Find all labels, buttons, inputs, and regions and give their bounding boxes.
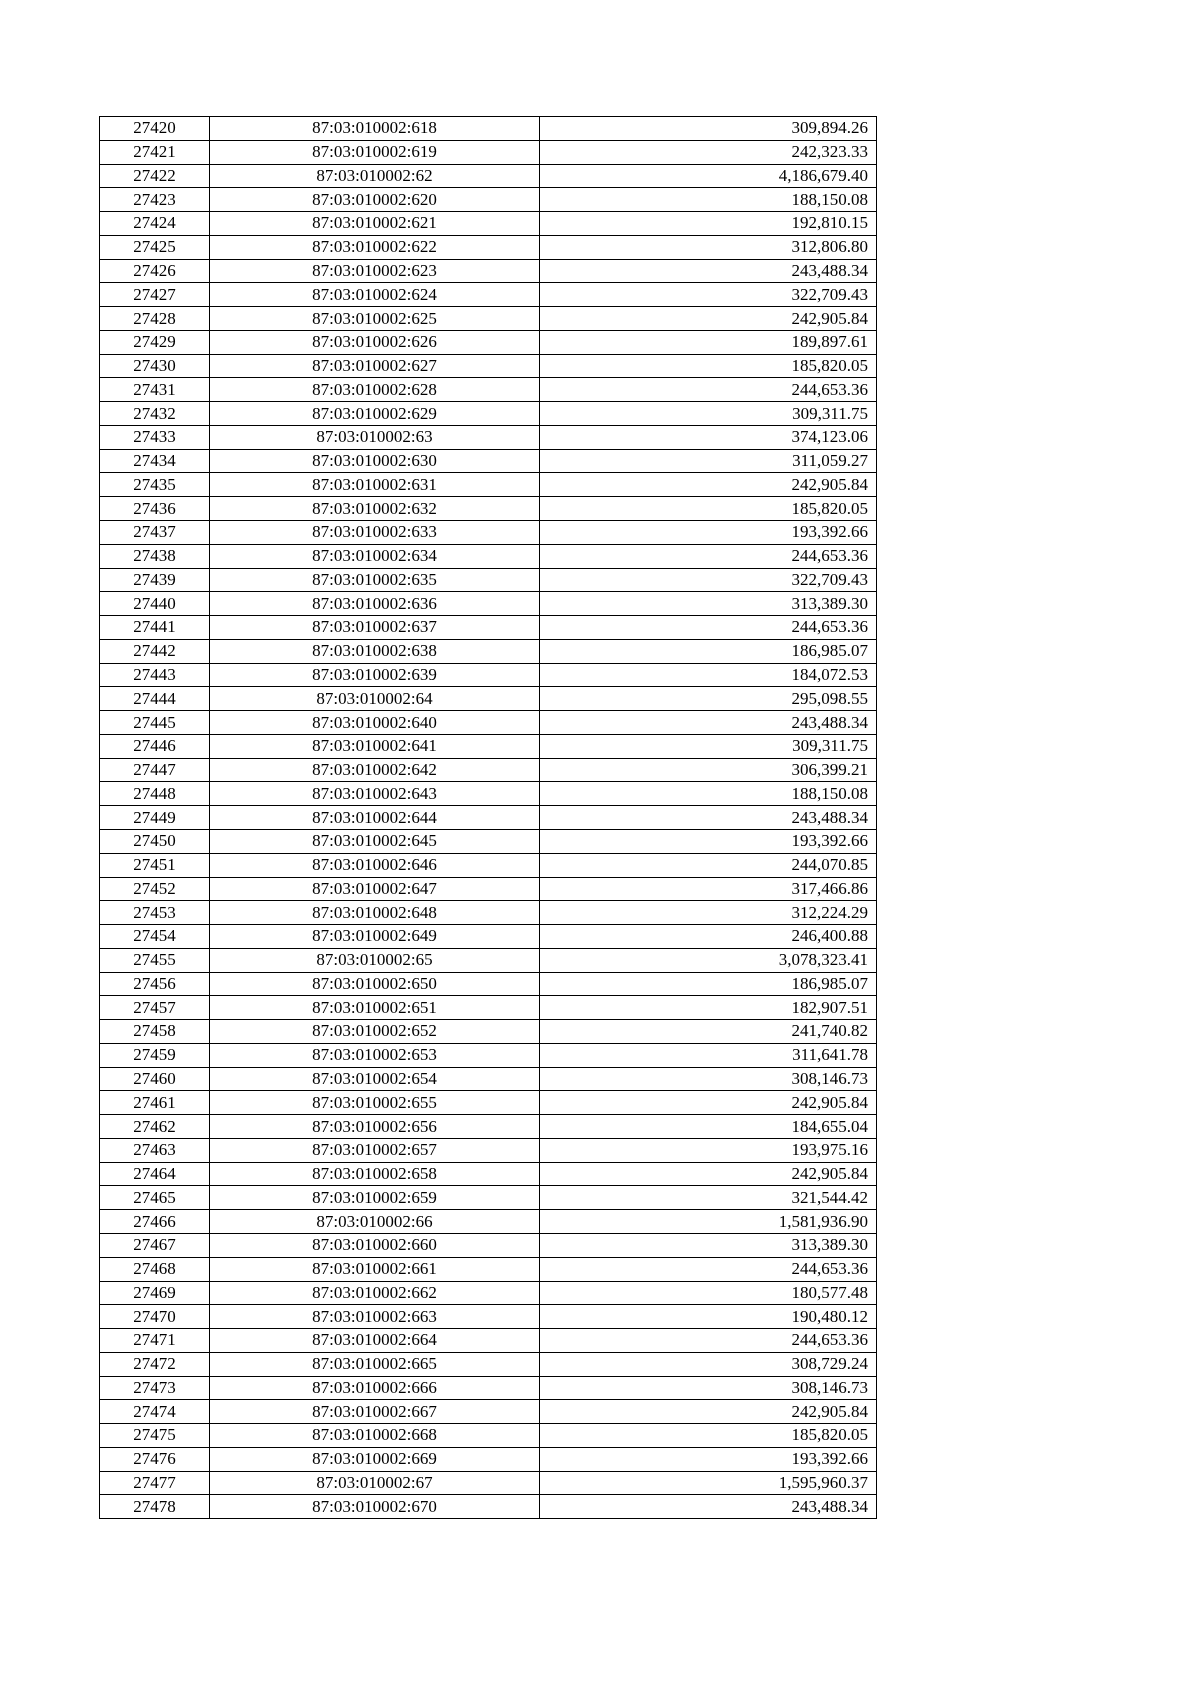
row-number-cell: 27465 — [100, 1186, 210, 1210]
row-number-cell: 27454 — [100, 925, 210, 949]
cadastral-number-cell: 87:03:010002:632 — [210, 497, 540, 521]
table-row — [100, 1376, 877, 1400]
cadastral-number-cell: 87:03:010002:633 — [210, 521, 540, 545]
row-number-cell: 27421 — [100, 140, 210, 164]
row-number-cell: 27456 — [100, 972, 210, 996]
cadastral-number-cell: 87:03:010002:64 — [210, 687, 540, 711]
value-cell: 295,098.55 — [540, 687, 877, 711]
row-number-cell: 27459 — [100, 1043, 210, 1067]
row-number-cell: 27423 — [100, 188, 210, 212]
value-cell: 308,146.73 — [540, 1067, 877, 1091]
value-cell: 193,392.66 — [540, 1447, 877, 1471]
value-cell: 312,806.80 — [540, 235, 877, 259]
cadastral-number-cell: 87:03:010002:65 — [210, 948, 540, 972]
table-row — [100, 164, 877, 188]
value-cell: 193,392.66 — [540, 829, 877, 853]
table-row — [100, 473, 877, 497]
table-row — [100, 259, 877, 283]
cadastral-number-cell: 87:03:010002:650 — [210, 972, 540, 996]
cadastral-number-cell: 87:03:010002:648 — [210, 901, 540, 925]
cadastral-number-cell: 87:03:010002:621 — [210, 212, 540, 236]
row-number-cell: 27462 — [100, 1115, 210, 1139]
table-row — [100, 1162, 877, 1186]
cadastral-number-cell: 87:03:010002:653 — [210, 1043, 540, 1067]
row-number-cell: 27457 — [100, 996, 210, 1020]
table-row — [100, 663, 877, 687]
cadastral-number-cell: 87:03:010002:654 — [210, 1067, 540, 1091]
cadastral-number-cell: 87:03:010002:666 — [210, 1376, 540, 1400]
cadastral-number-cell: 87:03:010002:647 — [210, 877, 540, 901]
cadastral-number-cell: 87:03:010002:634 — [210, 544, 540, 568]
cadastral-number-cell: 87:03:010002:644 — [210, 806, 540, 830]
row-number-cell: 27432 — [100, 402, 210, 426]
row-number-cell: 27422 — [100, 164, 210, 188]
row-number-cell: 27476 — [100, 1447, 210, 1471]
cadastral-number-cell: 87:03:010002:629 — [210, 402, 540, 426]
table-row — [100, 188, 877, 212]
row-number-cell: 27425 — [100, 235, 210, 259]
table-row — [100, 1233, 877, 1257]
cadastral-number-cell: 87:03:010002:623 — [210, 259, 540, 283]
value-cell: 1,595,960.37 — [540, 1471, 877, 1495]
value-cell: 185,820.05 — [540, 1424, 877, 1448]
value-cell: 309,311.75 — [540, 734, 877, 758]
row-number-cell: 27463 — [100, 1138, 210, 1162]
cadastral-number-cell: 87:03:010002:660 — [210, 1233, 540, 1257]
cadastral-value-table — [99, 116, 877, 1519]
table-row — [100, 1257, 877, 1281]
cadastral-number-cell: 87:03:010002:637 — [210, 616, 540, 640]
value-cell: 313,389.30 — [540, 1233, 877, 1257]
value-cell: 241,740.82 — [540, 1020, 877, 1044]
table-row — [100, 1495, 877, 1519]
row-number-cell: 27438 — [100, 544, 210, 568]
value-cell: 244,653.36 — [540, 1257, 877, 1281]
table-row — [100, 925, 877, 949]
value-cell: 186,985.07 — [540, 972, 877, 996]
row-number-cell: 27430 — [100, 354, 210, 378]
table-row — [100, 711, 877, 735]
table-row — [100, 592, 877, 616]
row-number-cell: 27424 — [100, 212, 210, 236]
row-number-cell: 27478 — [100, 1495, 210, 1519]
row-number-cell: 27428 — [100, 307, 210, 331]
row-number-cell: 27436 — [100, 497, 210, 521]
value-cell: 308,729.24 — [540, 1352, 877, 1376]
cadastral-number-cell: 87:03:010002:639 — [210, 663, 540, 687]
value-cell: 244,653.36 — [540, 1329, 877, 1353]
cadastral-number-cell: 87:03:010002:635 — [210, 568, 540, 592]
table-row — [100, 497, 877, 521]
cadastral-number-cell: 87:03:010002:628 — [210, 378, 540, 402]
row-number-cell: 27442 — [100, 639, 210, 663]
row-number-cell: 27439 — [100, 568, 210, 592]
value-cell: 1,581,936.90 — [540, 1210, 877, 1234]
row-number-cell: 27433 — [100, 425, 210, 449]
row-number-cell: 27464 — [100, 1162, 210, 1186]
value-cell: 188,150.08 — [540, 782, 877, 806]
row-number-cell: 27448 — [100, 782, 210, 806]
value-cell: 3,078,323.41 — [540, 948, 877, 972]
value-cell: 193,392.66 — [540, 521, 877, 545]
value-cell: 242,905.84 — [540, 1400, 877, 1424]
value-cell: 193,975.16 — [540, 1138, 877, 1162]
table-row — [100, 1067, 877, 1091]
table-row — [100, 1305, 877, 1329]
row-number-cell: 27437 — [100, 521, 210, 545]
cadastral-number-cell: 87:03:010002:619 — [210, 140, 540, 164]
value-cell: 321,544.42 — [540, 1186, 877, 1210]
row-number-cell: 27440 — [100, 592, 210, 616]
table-row — [100, 1329, 877, 1353]
table-row — [100, 449, 877, 473]
table-row — [100, 687, 877, 711]
value-cell: 322,709.43 — [540, 283, 877, 307]
value-cell: 184,655.04 — [540, 1115, 877, 1139]
cadastral-number-cell: 87:03:010002:640 — [210, 711, 540, 735]
cadastral-number-cell: 87:03:010002:664 — [210, 1329, 540, 1353]
table-row — [100, 544, 877, 568]
table-row — [100, 616, 877, 640]
table-row — [100, 639, 877, 663]
value-cell: 243,488.34 — [540, 806, 877, 830]
table-row — [100, 1043, 877, 1067]
cadastral-number-cell: 87:03:010002:646 — [210, 853, 540, 877]
value-cell: 189,897.61 — [540, 330, 877, 354]
table-row — [100, 1186, 877, 1210]
value-cell: 182,907.51 — [540, 996, 877, 1020]
table-row — [100, 283, 877, 307]
table-row — [100, 877, 877, 901]
value-cell: 243,488.34 — [540, 1495, 877, 1519]
table-row — [100, 1115, 877, 1139]
row-number-cell: 27477 — [100, 1471, 210, 1495]
row-number-cell: 27441 — [100, 616, 210, 640]
row-number-cell: 27461 — [100, 1091, 210, 1115]
table-row — [100, 1091, 877, 1115]
cadastral-number-cell: 87:03:010002:618 — [210, 117, 540, 141]
cadastral-number-cell: 87:03:010002:625 — [210, 307, 540, 331]
cadastral-number-cell: 87:03:010002:663 — [210, 1305, 540, 1329]
value-cell: 308,146.73 — [540, 1376, 877, 1400]
cadastral-number-cell: 87:03:010002:669 — [210, 1447, 540, 1471]
row-number-cell: 27453 — [100, 901, 210, 925]
table-row — [100, 354, 877, 378]
value-cell: 243,488.34 — [540, 711, 877, 735]
table-row — [100, 117, 877, 141]
value-cell: 243,488.34 — [540, 259, 877, 283]
table-row — [100, 996, 877, 1020]
row-number-cell: 27451 — [100, 853, 210, 877]
value-cell: 180,577.48 — [540, 1281, 877, 1305]
row-number-cell: 27426 — [100, 259, 210, 283]
cadastral-number-cell: 87:03:010002:657 — [210, 1138, 540, 1162]
cadastral-number-cell: 87:03:010002:649 — [210, 925, 540, 949]
value-cell: 317,466.86 — [540, 877, 877, 901]
table-row — [100, 1281, 877, 1305]
cadastral-number-cell: 87:03:010002:651 — [210, 996, 540, 1020]
cadastral-number-cell: 87:03:010002:638 — [210, 639, 540, 663]
cadastral-number-cell: 87:03:010002:620 — [210, 188, 540, 212]
value-cell: 311,641.78 — [540, 1043, 877, 1067]
row-number-cell: 27434 — [100, 449, 210, 473]
row-number-cell: 27443 — [100, 663, 210, 687]
row-number-cell: 27466 — [100, 1210, 210, 1234]
value-cell: 322,709.43 — [540, 568, 877, 592]
table-row — [100, 307, 877, 331]
cadastral-number-cell: 87:03:010002:655 — [210, 1091, 540, 1115]
cadastral-number-cell: 87:03:010002:656 — [210, 1115, 540, 1139]
row-number-cell: 27444 — [100, 687, 210, 711]
table-row — [100, 972, 877, 996]
table-row — [100, 901, 877, 925]
value-cell: 244,653.36 — [540, 378, 877, 402]
table-row — [100, 235, 877, 259]
table-row — [100, 1352, 877, 1376]
table-body — [100, 117, 877, 1519]
table-row — [100, 521, 877, 545]
value-cell: 306,399.21 — [540, 758, 877, 782]
table-row — [100, 1020, 877, 1044]
table-row — [100, 425, 877, 449]
row-number-cell: 27447 — [100, 758, 210, 782]
row-number-cell: 27445 — [100, 711, 210, 735]
row-number-cell: 27468 — [100, 1257, 210, 1281]
value-cell: 242,323.33 — [540, 140, 877, 164]
table-row — [100, 782, 877, 806]
row-number-cell: 27435 — [100, 473, 210, 497]
cadastral-number-cell: 87:03:010002:661 — [210, 1257, 540, 1281]
row-number-cell: 27473 — [100, 1376, 210, 1400]
value-cell: 185,820.05 — [540, 497, 877, 521]
row-number-cell: 27469 — [100, 1281, 210, 1305]
row-number-cell: 27452 — [100, 877, 210, 901]
cadastral-number-cell: 87:03:010002:668 — [210, 1424, 540, 1448]
cadastral-number-cell: 87:03:010002:670 — [210, 1495, 540, 1519]
table-row — [100, 212, 877, 236]
table-row — [100, 378, 877, 402]
row-number-cell: 27427 — [100, 283, 210, 307]
value-cell: 4,186,679.40 — [540, 164, 877, 188]
value-cell: 242,905.84 — [540, 307, 877, 331]
value-cell: 188,150.08 — [540, 188, 877, 212]
row-number-cell: 27431 — [100, 378, 210, 402]
row-number-cell: 27449 — [100, 806, 210, 830]
cadastral-number-cell: 87:03:010002:624 — [210, 283, 540, 307]
cadastral-number-cell: 87:03:010002:662 — [210, 1281, 540, 1305]
value-cell: 311,059.27 — [540, 449, 877, 473]
table-row — [100, 758, 877, 782]
row-number-cell: 27420 — [100, 117, 210, 141]
cadastral-number-cell: 87:03:010002:626 — [210, 330, 540, 354]
cadastral-number-cell: 87:03:010002:643 — [210, 782, 540, 806]
row-number-cell: 27472 — [100, 1352, 210, 1376]
value-cell: 192,810.15 — [540, 212, 877, 236]
row-number-cell: 27467 — [100, 1233, 210, 1257]
row-number-cell: 27460 — [100, 1067, 210, 1091]
value-cell: 190,480.12 — [540, 1305, 877, 1329]
cadastral-number-cell: 87:03:010002:631 — [210, 473, 540, 497]
cadastral-number-cell: 87:03:010002:63 — [210, 425, 540, 449]
value-cell: 246,400.88 — [540, 925, 877, 949]
table-row — [100, 402, 877, 426]
cadastral-number-cell: 87:03:010002:622 — [210, 235, 540, 259]
row-number-cell: 27471 — [100, 1329, 210, 1353]
row-number-cell: 27474 — [100, 1400, 210, 1424]
cadastral-number-cell: 87:03:010002:62 — [210, 164, 540, 188]
table-row — [100, 1400, 877, 1424]
cadastral-number-cell: 87:03:010002:636 — [210, 592, 540, 616]
value-cell: 184,072.53 — [540, 663, 877, 687]
cadastral-number-cell: 87:03:010002:652 — [210, 1020, 540, 1044]
value-cell: 312,224.29 — [540, 901, 877, 925]
table-row — [100, 1424, 877, 1448]
table-row — [100, 948, 877, 972]
table-row — [100, 806, 877, 830]
value-cell: 244,653.36 — [540, 544, 877, 568]
value-cell: 374,123.06 — [540, 425, 877, 449]
cadastral-number-cell: 87:03:010002:627 — [210, 354, 540, 378]
row-number-cell: 27475 — [100, 1424, 210, 1448]
cadastral-number-cell: 87:03:010002:659 — [210, 1186, 540, 1210]
cadastral-number-cell: 87:03:010002:641 — [210, 734, 540, 758]
value-cell: 242,905.84 — [540, 1162, 877, 1186]
row-number-cell: 27455 — [100, 948, 210, 972]
row-number-cell: 27470 — [100, 1305, 210, 1329]
row-number-cell: 27458 — [100, 1020, 210, 1044]
table-row — [100, 1471, 877, 1495]
table-row — [100, 853, 877, 877]
cadastral-number-cell: 87:03:010002:665 — [210, 1352, 540, 1376]
table-row — [100, 568, 877, 592]
row-number-cell: 27450 — [100, 829, 210, 853]
table-row — [100, 140, 877, 164]
value-cell: 242,905.84 — [540, 1091, 877, 1115]
cadastral-number-cell: 87:03:010002:667 — [210, 1400, 540, 1424]
cadastral-number-cell: 87:03:010002:642 — [210, 758, 540, 782]
value-cell: 244,653.36 — [540, 616, 877, 640]
value-cell: 186,985.07 — [540, 639, 877, 663]
value-cell: 309,311.75 — [540, 402, 877, 426]
value-cell: 185,820.05 — [540, 354, 877, 378]
value-cell: 309,894.26 — [540, 117, 877, 141]
value-cell: 244,070.85 — [540, 853, 877, 877]
cadastral-number-cell: 87:03:010002:645 — [210, 829, 540, 853]
cadastral-number-cell: 87:03:010002:658 — [210, 1162, 540, 1186]
cadastral-number-cell: 87:03:010002:630 — [210, 449, 540, 473]
table-row — [100, 1138, 877, 1162]
table-row — [100, 1447, 877, 1471]
cadastral-number-cell: 87:03:010002:66 — [210, 1210, 540, 1234]
row-number-cell: 27429 — [100, 330, 210, 354]
row-number-cell: 27446 — [100, 734, 210, 758]
table-row — [100, 330, 877, 354]
table-row — [100, 1210, 877, 1234]
value-cell: 242,905.84 — [540, 473, 877, 497]
value-cell: 313,389.30 — [540, 592, 877, 616]
table-row — [100, 734, 877, 758]
table-row — [100, 829, 877, 853]
cadastral-number-cell: 87:03:010002:67 — [210, 1471, 540, 1495]
